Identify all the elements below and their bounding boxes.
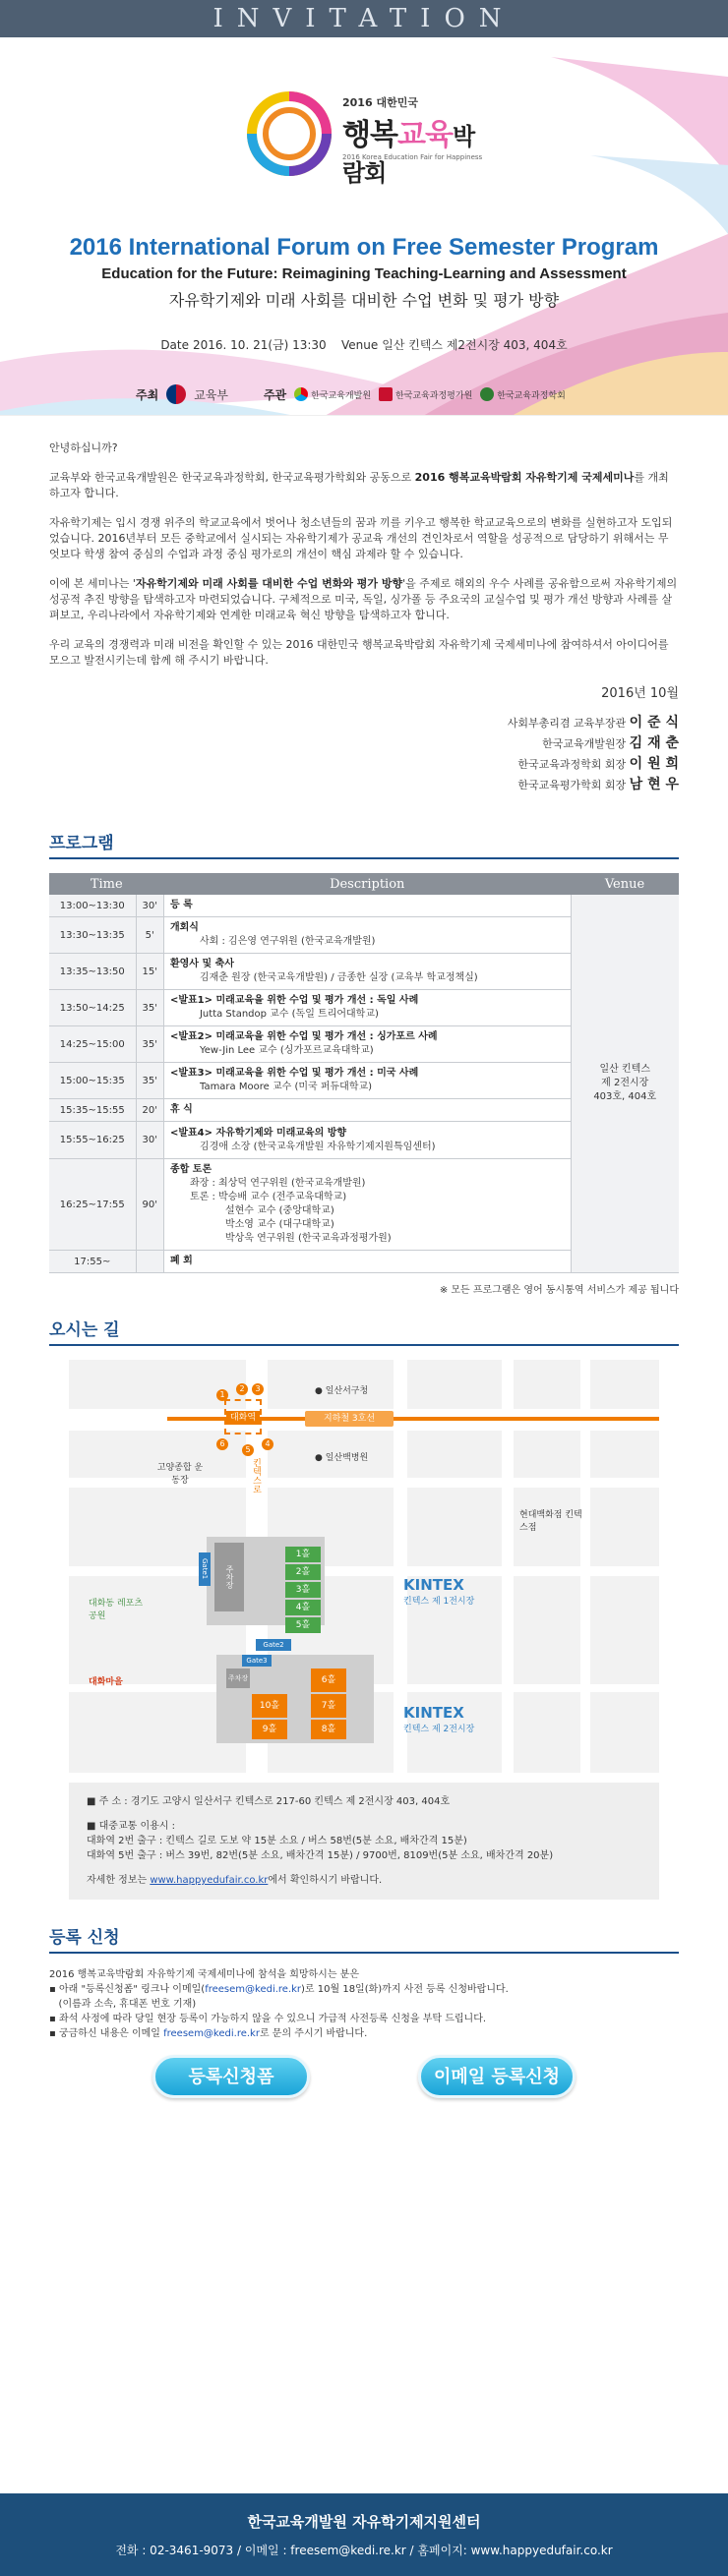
- program-time: 13:30~13:35: [49, 917, 136, 954]
- ilsan-hospital-label: ● 일산백병원: [315, 1453, 369, 1463]
- location-map: [69, 1360, 659, 1773]
- letter-paragraph-3: 이에 본 세미나는 '자유학기제와 미래 사회를 대비한 수업 변화와 평가 방향'을 주제로 해외의 우수 사례를 공유함으로써 자유학기제의 성공적 추진 방향을 탐색하고자 마련되었습니다. 구체적으로 미국, 독일, 싱가폴 등 주요국의 교실수업 및 평가 개선 방향과 사례를 살펴보고, 우리나라에서 자유학기제와 연계한 미래교육 혁신 방향을 탐색하고자 합니다.: [49, 577, 678, 621]
- logo-subtitle: 2016 Korea Education Fair for Happiness: [342, 153, 483, 161]
- program-time: 15:55~16:25: [49, 1122, 136, 1159]
- hall-7: 7홀: [311, 1694, 346, 1718]
- hero-section: [0, 37, 728, 416]
- program-detail: Tamara Moore 교수 (미국 퍼듀대학교): [199, 1082, 373, 1092]
- letter-paragraph-2: 자유학기제는 입시 경쟁 위주의 학교교육에서 벗어나 청소년들의 꿈과 끼를 키우고 행복한 학교교육으로의 변화를 실현하고자 도입되었습니다. 2016년부터 모든 중학교에서 실시되는 자유학기제가 공교육 개선의 견인차로서 역할을 성공적으로 담당하기 위해서는 무엇보다 학생 참여 중심의 수업과 과정 중심 평가로의 개선이 핵심 과제라 할 수 있습니다.: [49, 516, 673, 560]
- program-detail: 김재춘 원장 (한국교육개발원) / 금종한 실장 (교육부 학교정책실): [199, 972, 478, 983]
- program-description: [163, 1122, 571, 1159]
- address-box: [69, 1783, 659, 1900]
- letter-date: 2016년 10월: [601, 686, 679, 701]
- hall-3: 3홀: [285, 1582, 321, 1598]
- program-duration: 20': [136, 1099, 163, 1122]
- signer: 한국교육평가학회 회장 남 현 우: [517, 777, 679, 792]
- registration-item-1: ▪ 아래 "등록신청폼" 링크나 이메일(freesem@kedi.re.kr)로 10월 18일(화)까지 사전 등록 신청바랍니다. (이름과 소속, 휴대폰 번호 기재): [49, 1982, 679, 2012]
- more-info: 자세한 정보는 www.happyedufair.co.kr에서 확인하시기 바랍니다.: [87, 1875, 383, 1886]
- line3-label: 지하철 3호선: [305, 1411, 394, 1427]
- program-detail: 토론 : 박승배 교수 (전주교육대학교): [189, 1192, 347, 1202]
- program-description: [163, 1026, 571, 1063]
- program-detail: 박소영 교수 (대구대학교): [224, 1219, 334, 1230]
- hyundai-dept-label: 현대백화점 킨텍스점: [519, 1510, 582, 1533]
- program-description: [163, 917, 571, 954]
- footer: [0, 2493, 728, 2576]
- email-registration-button[interactable]: 이메일 등록신청: [418, 2055, 576, 2098]
- program-title: 개회식: [169, 922, 199, 933]
- program-time: 13:00~13:30: [49, 895, 136, 917]
- road: [69, 1566, 659, 1576]
- program-time: 13:50~14:25: [49, 990, 136, 1026]
- hall-1: 1홀: [285, 1547, 321, 1562]
- parking-lot-2: 주차장: [226, 1669, 250, 1688]
- org-kscs: 한국교육과정학회: [480, 387, 566, 401]
- registration-email-link[interactable]: freesem@kedi.re.kr: [205, 1984, 302, 1995]
- program-duration: 30': [136, 1122, 163, 1159]
- kintex-road-label: 킨텍스로: [251, 1458, 261, 1493]
- rainbow-ring-icon: [244, 88, 334, 179]
- hall-6: 6홀: [311, 1669, 346, 1692]
- program-row: [49, 895, 679, 917]
- ilsan-gu-label: ● 일산서구청: [315, 1386, 369, 1396]
- registration-item-3: ▪ 궁금하신 내용은 이메일 freesem@kedi.re.kr로 문의 주시기 바랍니다.: [49, 2026, 679, 2041]
- program-duration: 35': [136, 1063, 163, 1099]
- invitation-letter: [0, 416, 728, 669]
- program-description: [163, 954, 571, 990]
- transit-line-2: 대화역 5번 출구 : 버스 39번, 82번(5분 소요, 배차간격 15분) / 9700번, 8109번(5분 소요, 배차간격 20분): [87, 1850, 554, 1861]
- venue-header: Venue: [571, 873, 679, 895]
- registration-buttons: [49, 2055, 679, 2098]
- program-detail: Yew-Jin Lee 교수 (싱가포르교육대학교): [199, 1045, 374, 1056]
- program-detail: 사회 : 김은영 연구위원 (한국교육개발원): [199, 936, 376, 947]
- website-link[interactable]: www.happyedufair.co.kr: [150, 1875, 269, 1886]
- program-time: 17:55~: [49, 1251, 136, 1273]
- program-detail: 설현수 교수 (중앙대학교): [224, 1205, 334, 1216]
- program-title: 종합 토론: [169, 1164, 212, 1175]
- hall-8: 8홀: [311, 1720, 346, 1739]
- forum-subtitle: Education for the Future: Reimagining Teaching-Learning and Assessment: [101, 265, 627, 282]
- program-table: [49, 873, 679, 1273]
- parking-lot: 주차장: [214, 1543, 244, 1611]
- exit-marker: 3: [252, 1383, 264, 1395]
- hall-5: 5홀: [285, 1617, 321, 1633]
- kintex1-title: KINTEX: [403, 1576, 464, 1594]
- registration-item-2: ▪ 좌석 사정에 따라 당일 현장 등록이 가능하지 않을 수 있으니 가급적 사전등록 신청을 부탁 드립니다.: [49, 2012, 679, 2026]
- exit-marker: 1: [216, 1389, 228, 1401]
- logo-title: 행복교육박람회: [342, 118, 475, 187]
- program-duration: 90': [136, 1159, 163, 1251]
- program-description: [163, 990, 571, 1026]
- program-detail: 좌장 : 최상덕 연구위원 (한국교육개발원): [189, 1178, 366, 1189]
- org-kice: 한국교육과정평가원: [379, 387, 472, 401]
- kintex2-title: KINTEX: [403, 1704, 464, 1722]
- program-title: <발표4> 자유학기제와 미래교육의 방향: [169, 1127, 347, 1139]
- program-duration: 5': [136, 917, 163, 954]
- host-label: 주최: [136, 387, 159, 402]
- registration-info: [0, 1954, 728, 2098]
- program-duration: 35': [136, 1026, 163, 1063]
- program-time: 15:00~15:35: [49, 1063, 136, 1099]
- daehwa-park-label: 대화동 레포츠공원: [89, 1599, 144, 1621]
- program-description: [163, 1099, 571, 1122]
- program-title: <발표3> 미래교육을 위한 수업 및 평가 개선 : 미국 사례: [169, 1068, 419, 1079]
- gate2-marker: Gate2: [256, 1639, 291, 1651]
- exit-marker: 6: [216, 1438, 228, 1450]
- program-time: 13:35~13:50: [49, 954, 136, 990]
- kscs-logo-icon: [480, 387, 494, 401]
- letter-paragraph-4: 우리 교육의 경쟁력과 미래 비전을 확인할 수 있는 2016 대한민국 행복교육박람회 자유학기제 국제세미나에 참여하셔서 아이디어를 모으고 발전시키는데 함께 해 주시기 바랍니다.: [49, 638, 669, 667]
- letter-paragraph-1: 교육부와 한국교육개발원은 한국교육과정학회, 한국교육평가학회와 공동으로 2016 행복교육박람회 자유학기제 국제세미나를 개최하고자 합니다.: [49, 471, 669, 499]
- program-detail: 김경애 소장 (한국교육개발원 자유학기제지원특임센터): [199, 1141, 436, 1152]
- signers-block: [0, 713, 728, 795]
- gate1-marker: Gate1: [199, 1552, 211, 1586]
- registration-heading: 등록 신청: [49, 1923, 679, 1954]
- forum-title: 2016 International Forum on Free Semester Program: [69, 234, 659, 261]
- program-description: [163, 1159, 571, 1251]
- program-title: <발표1> 미래교육을 위한 수업 및 평가 개선 : 독일 사례: [169, 995, 419, 1006]
- registration-intro: 2016 행복교육박람회 자유학기제 국제세미나에 참석을 희망하시는 분은: [49, 1969, 360, 1980]
- program-description: [163, 1251, 571, 1273]
- program-detail: 박상욱 연구위원 (한국교육과정평가원): [224, 1233, 392, 1244]
- time-header: Time: [49, 873, 163, 895]
- description-header: Description: [163, 873, 571, 895]
- kintex2-subtitle: 킨텍스 제 2전시장: [403, 1725, 475, 1734]
- program-title: 휴 식: [169, 1104, 193, 1115]
- goyang-stadium-label: 고양종합 운동장: [156, 1463, 204, 1486]
- hosts-row: [136, 384, 566, 404]
- forum-korean-title: 자유학기제와 미래 사회를 대비한 수업 변화 및 평가 방향: [168, 291, 560, 310]
- kice-logo-icon: [379, 387, 393, 401]
- inquiry-email-link[interactable]: freesem@kedi.re.kr: [163, 2028, 260, 2039]
- registration-form-button[interactable]: 등록신청폼: [152, 2055, 310, 2098]
- program-duration: [136, 1251, 163, 1273]
- kintex1-subtitle: 킨텍스 제 1전시장: [403, 1597, 475, 1607]
- program-description: [163, 1063, 571, 1099]
- signer: 한국교육개발원장 김 재 춘: [542, 735, 679, 751]
- signer: 사회부총리겸 교육부장관 이 준 식: [507, 715, 679, 731]
- signer: 한국교육과정학회 회장 이 원 희: [517, 756, 679, 772]
- station-label: 대화역: [226, 1411, 260, 1425]
- kedi-logo-icon: [294, 387, 308, 401]
- hall-4: 4홀: [285, 1600, 321, 1615]
- footer-org: 한국교육개발원 자유학기제지원센터: [247, 2513, 481, 2531]
- hall-2: 2홀: [285, 1564, 321, 1580]
- road: [502, 1360, 514, 1773]
- program-duration: 15': [136, 954, 163, 990]
- program-venue: 일산 킨텍스 제 2전시장 403호, 404호: [571, 895, 679, 1273]
- program-title: <발표2> 미래교육을 위한 수업 및 평가 개선 : 싱가포르 사례: [169, 1031, 438, 1042]
- program-duration: 30': [136, 895, 163, 917]
- program-title: 폐 회: [169, 1256, 193, 1266]
- greeting: 안녕하십니까?: [49, 441, 118, 454]
- program-description: [163, 895, 571, 917]
- address-text: ■ 주 소 : 경기도 고양시 일산서구 킨텍스로 217-60 킨텍스 제 2전시장 403, 404호: [87, 1796, 451, 1807]
- gate3-marker: Gate3: [242, 1655, 272, 1667]
- program-time: 15:35~15:55: [49, 1099, 136, 1122]
- organizer-label: 주관: [263, 387, 287, 402]
- hall-9: 9홀: [252, 1720, 287, 1739]
- program-duration: 35': [136, 990, 163, 1026]
- exit-marker: 5: [242, 1444, 254, 1456]
- transit-head: ■ 대중교통 이용시 :: [87, 1821, 175, 1832]
- directions-heading: 오시는 길: [49, 1316, 679, 1346]
- invitation-banner: INVITATION: [0, 0, 728, 37]
- transit-line-1: 대화역 2번 출구 : 킨텍스 길로 도보 약 15분 소요 / 버스 58번(5분 소요, 배차간격 15분): [87, 1836, 467, 1846]
- host-name: 교육부: [194, 387, 228, 402]
- government-seal-icon: [166, 384, 186, 404]
- exit-marker: 2: [236, 1383, 248, 1395]
- program-time: 14:25~15:00: [49, 1026, 136, 1063]
- road: [580, 1360, 590, 1773]
- program-detail: Jutta Standop 교수 (독일 트리어대학교): [199, 1009, 379, 1020]
- org-kedi: 한국교육개발원: [294, 387, 371, 401]
- fair-logo: [244, 85, 490, 187]
- program-time: 16:25~17:55: [49, 1159, 136, 1251]
- logo-year: 2016 대한민국: [342, 96, 418, 109]
- hall-10: 10홀: [252, 1694, 287, 1718]
- program-title: 환영사 및 축사: [169, 959, 234, 969]
- interpretation-note: ※ 모든 프로그램은 영어 동시통역 서비스가 제공 됩니다: [439, 1285, 679, 1296]
- program-title: 등 록: [169, 900, 193, 910]
- forum-date-venue: Date 2016. 10. 21(금) 13:30 Venue 일산 킨텍스 제2전시장 403, 404호: [160, 338, 568, 352]
- exit-marker: 4: [262, 1438, 273, 1450]
- program-heading: 프로그램: [49, 829, 679, 859]
- daehwa-village-label: 대화마을: [89, 1677, 123, 1687]
- footer-contact: 전화 : 02-3461-9073 / 이메일 : freesem@kedi.re.kr / 홈페이지: www.happyedufair.co.kr: [115, 2544, 613, 2557]
